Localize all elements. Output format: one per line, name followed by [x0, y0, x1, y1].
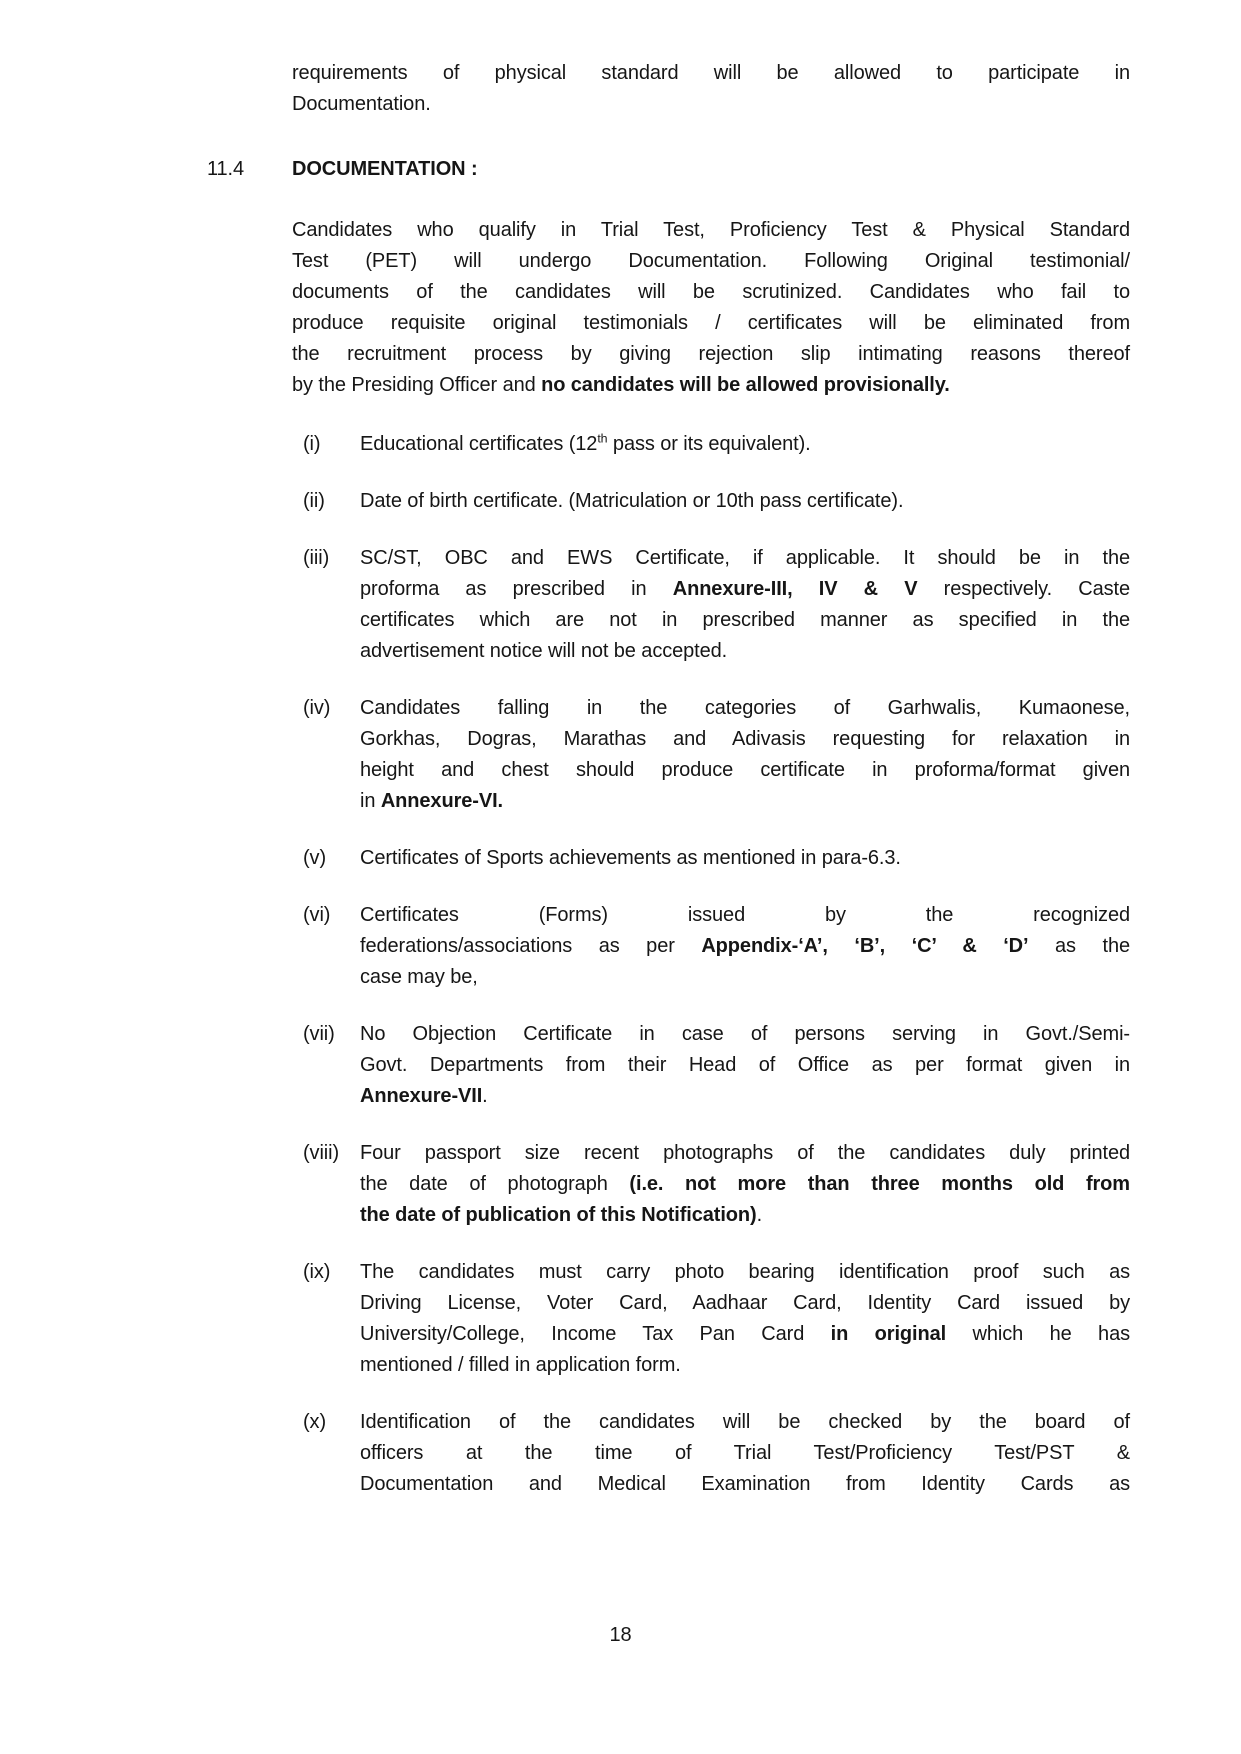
text-line — [360, 543, 1130, 574]
section-number: 11.4 — [207, 158, 245, 180]
text-line — [292, 246, 1130, 277]
text-run: Candidates falling in the categories of Garhwalis, Kumaonese, — [360, 697, 1130, 719]
text-line — [360, 429, 1130, 460]
text-run: Documentation. — [292, 93, 431, 115]
text-run: requirements of physical standard will be allowed to participate in — [292, 62, 1130, 84]
text-line — [360, 1288, 1130, 1319]
text-line — [360, 1169, 1130, 1200]
text-line — [360, 1350, 1130, 1381]
text-run: the date of photograph — [360, 1173, 630, 1195]
text-line — [360, 486, 1130, 517]
list-item — [207, 429, 1130, 460]
text-run: in — [360, 790, 381, 812]
text-run: pass or its equivalent). — [607, 433, 811, 455]
list-item-label: (i) — [303, 433, 321, 455]
text-run: Govt. Departments from their Head of Office as per format given in — [360, 1054, 1130, 1076]
text-run: case may be, — [360, 966, 478, 988]
page-number: 18 — [609, 1624, 632, 1646]
list-item-label: (viii) — [303, 1142, 340, 1164]
text-line — [360, 962, 1130, 993]
text-run: University/College, Income Tax Pan Card — [360, 1323, 831, 1345]
list-item-label: (iii) — [303, 547, 330, 569]
text-run: advertisement notice will not be accepted. — [360, 640, 728, 662]
text-run: officers at the time of Trial Test/Proficiency Test/PST & — [360, 1442, 1130, 1464]
text-line — [360, 693, 1130, 724]
text-run: which he has — [946, 1323, 1131, 1345]
list-item — [207, 1019, 1130, 1112]
text-line — [360, 1319, 1130, 1350]
text-run: Four passport size recent photographs of the candidates duly printed — [360, 1142, 1130, 1164]
list-item — [207, 843, 1130, 874]
text-line — [292, 308, 1130, 339]
text-run: mentioned / filled in application form. — [360, 1354, 681, 1376]
text-run: proforma as prescribed in — [360, 578, 673, 600]
text-line — [292, 58, 1130, 89]
list-item-text — [360, 1407, 1130, 1500]
list-item — [207, 1257, 1130, 1381]
list-item-text — [360, 429, 1130, 460]
text-line — [292, 215, 1130, 246]
text-line — [292, 339, 1130, 370]
text-run: the recruitment process by giving rejection slip intimating reasons thereof — [292, 343, 1130, 365]
list-item — [207, 693, 1130, 817]
text-run: th — [597, 431, 608, 446]
text-line — [360, 786, 1130, 817]
text-run: . — [756, 1204, 763, 1226]
list-item-text — [360, 900, 1130, 993]
text-run: Educational certificates (12 — [360, 433, 598, 455]
text-run: federations/associations as per — [360, 935, 702, 957]
list-item — [207, 486, 1130, 517]
list-item-label: (ix) — [303, 1261, 331, 1283]
text-run: Gorkhas, Dogras, Marathas and Adivasis requesting for relaxation in — [360, 728, 1130, 750]
text-run: Candidates who qualify in Trial Test, Proficiency Test & Physical Standard — [292, 219, 1130, 241]
text-run: Date of birth certificate. (Matriculation or 10th pass certificate). — [360, 490, 904, 512]
section-heading — [207, 154, 1130, 185]
text-run: SC/ST, OBC and EWS Certificate, if applicable. It should be in the — [360, 547, 1130, 569]
document-list — [207, 429, 1130, 1500]
text-run: as the — [1028, 935, 1131, 957]
text-line — [360, 724, 1130, 755]
text-line — [360, 843, 1130, 874]
text-run: by the Presiding Officer and — [292, 374, 542, 396]
text-line — [360, 931, 1130, 962]
text-run: No Objection Certificate in case of persons serving in Govt./Semi- — [360, 1023, 1130, 1045]
section-title: DOCUMENTATION : — [292, 158, 478, 180]
list-item-text — [360, 1138, 1130, 1231]
list-item-label: (v) — [303, 847, 327, 869]
list-item-label: (ii) — [303, 490, 325, 512]
bold-text-run: the date of publication of this Notification) — [360, 1204, 757, 1226]
list-item-text — [360, 543, 1130, 667]
text-run: Driving License, Voter Card, Aadhaar Card, Identity Card issued by — [360, 1292, 1130, 1314]
text-line — [360, 1257, 1130, 1288]
list-item-label: (vi) — [303, 904, 331, 926]
text-line — [360, 1138, 1130, 1169]
text-run: Certificates of Sports achievements as mentioned in para-6.3. — [360, 847, 901, 869]
text-run: certificates which are not in prescribed manner as specified in the — [360, 609, 1130, 631]
section-paragraph — [292, 215, 1130, 401]
list-item-text — [360, 1019, 1130, 1112]
text-line — [292, 89, 1130, 120]
bold-text-run: in original — [830, 1323, 947, 1345]
text-run: produce requisite original testimonials / certificates will be eliminated from — [292, 312, 1130, 334]
text-line — [292, 277, 1130, 308]
list-item-text — [360, 486, 1130, 517]
list-item — [207, 900, 1130, 993]
text-line — [360, 755, 1130, 786]
text-line — [360, 605, 1130, 636]
text-line — [292, 370, 1130, 401]
bold-text-run: Annexure-III, IV & V — [672, 578, 918, 600]
text-run: Test (PET) will undergo Documentation. Following Original testimonial/ — [292, 250, 1130, 272]
bold-text-run: Annexure-VI. — [380, 790, 503, 812]
text-run: . — [482, 1085, 488, 1107]
bold-text-run: (i.e. not more than three months old from — [629, 1173, 1130, 1195]
text-line — [360, 636, 1130, 667]
text-run: Identification of the candidates will be checked by the board of — [360, 1411, 1130, 1433]
list-item — [207, 543, 1130, 667]
list-item-label: (x) — [303, 1411, 327, 1433]
list-item — [207, 1407, 1130, 1500]
intro-paragraph — [292, 58, 1130, 120]
list-item-label: (iv) — [303, 697, 331, 719]
text-run: Certificates (Forms) issued by the recognized — [360, 904, 1130, 926]
text-line — [360, 1050, 1130, 1081]
bold-text-run: Annexure-VII — [360, 1085, 483, 1107]
text-line — [360, 1200, 1130, 1231]
text-line — [360, 1407, 1130, 1438]
list-item-label: (vii) — [303, 1023, 335, 1045]
text-line — [360, 574, 1130, 605]
text-run: The candidates must carry photo bearing identification proof such as — [360, 1261, 1130, 1283]
text-run: Documentation and Medical Examination from Identity Cards as — [360, 1473, 1130, 1495]
text-run: height and chest should produce certificate in proforma/format given — [360, 759, 1130, 781]
list-item-text — [360, 843, 1130, 874]
list-item — [207, 1138, 1130, 1231]
list-item-text — [360, 1257, 1130, 1381]
text-line — [360, 1469, 1130, 1500]
bold-text-run: Appendix-‘A’, ‘B’, ‘C’ & ‘D’ — [701, 935, 1029, 957]
text-line — [360, 1081, 1130, 1112]
text-line — [360, 900, 1130, 931]
list-item-text — [360, 693, 1130, 817]
text-line — [360, 1019, 1130, 1050]
text-run: documents of the candidates will be scrutinized. Candidates who fail to — [292, 281, 1130, 303]
text-run: respectively. Caste — [917, 578, 1130, 600]
text-line — [360, 1438, 1130, 1469]
bold-text-run: no candidates will be allowed provisionally. — [541, 374, 950, 396]
